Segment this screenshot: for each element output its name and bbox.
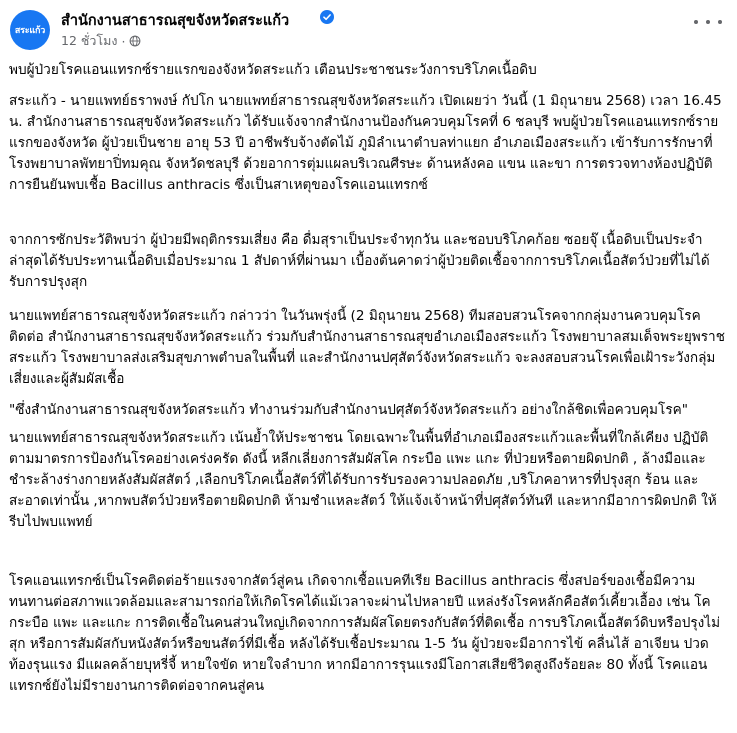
post-paragraph: นายแพทย์สาธารณสุขจังหวัดสระแก้ว เน้นย้ำให้ประชาชน โดยเฉพาะในพื้นที่อำเภอเมืองสระแก้วและพื้นที่ใกล้เคียง ปฏิบัติตามมาตรการป้องกันโรคอย่างเคร่งครัด ดังนี้ หลีกเลี่ยงการสัมผัสโค กระบือ แพะ แกะ ที่ป่วยหรือตายผิดปกติ , ล้างมือและชำระล้างร่างกายหลังสัมผัสสัตว์ ,เลือกบริโภคเนื้อสัตว์ที่ได้รับการรับรองความปลอดภัย ,บริโภคอาหารที่ปรุงสุก ร้อน และสะอาดเท่านั้น ,หากพบสัตว์ป่วยหรือตายผิดปกติ ห้ามชำแหละสัตว์ ให้แจ้งเจ้าหน้าที่ปศุสัตว์ทันที และหากมีอาการผิดปกติ ให้รีบไปพบแพทย์ — [9, 430, 717, 530]
verified-badge-icon — [320, 10, 334, 24]
post-headline: พบผู้ป่วยโรคแอนแทรกซ์รายแรกของจังหวัดสระแก้ว เตือนประชาชนระวังการบริโภคเนื้อดิบ — [9, 62, 537, 78]
post-paragraph: นายแพทย์สาธารณสุขจังหวัดสระแก้ว กล่าวว่า ในวันพรุ่งนี้ (2 มิถุนายน 2568) ทีมสอบสวนโรคจากกลุ่มงานควบคุมโรคติดต่อ สำนักงานสาธารณสุขจังหวัดสระแก้ว ร่วมกับสำนักงานสาธารณสุขอำเภอเมืองสระแก้ว โรงพยาบาลสมเด็จพระยุพราชสระแก้ว โรงพยาบาลส่งเสริมสุขภาพตำบลในพื้นที่ และสำนักงานปศุสัตว์จังหวัดสระแก้ว จะลงสอบสวนโรคเพื่อเฝ้าระวังกลุ่มเสี่ยงและผู้สัมผัสเชื้อ — [9, 308, 725, 387]
avatar[interactable] — [10, 10, 50, 50]
more-dot — [718, 20, 722, 24]
page-name[interactable]: สำนักงานสาธารณสุขจังหวัดสระแก้ว — [61, 13, 290, 29]
post-quote: "ซึ่งสำนักงานสาธารณสุขจังหวัดสระแก้ว ทำงานร่วมกับสำนักงานปศุสัตว์จังหวัดสระแก้ว อย่างใกล้ชิดเพื่อควบคุมโรค" — [9, 402, 688, 418]
post-header — [0, 0, 737, 60]
globe-icon — [129, 35, 141, 47]
avatar-logo-text: สระแก้ว — [14, 26, 46, 36]
more-options-icon[interactable] — [694, 12, 722, 32]
post-paragraph: จากการซักประวัติพบว่า ผู้ป่วยมีพฤติกรรมเสี่ยง คือ ดื่มสุราเป็นประจำทุกวัน และชอบบริโภคก้อย ซอยจุ๊ เนื้อดิบเป็นประจำ ล่าสุดได้รับประทานเนื้อดิบเมื่อประมาณ 1 สัปดาห์ที่ผ่านมา เบื้องต้นคาดว่าผู้ป่วยติดเชื้อจากการบริโภคเนื้อสัตว์ป่วยที่ไม่ได้รับการปรุงสุก — [9, 232, 710, 290]
post-timestamp[interactable]: 12 ชั่วโมง — [61, 33, 118, 48]
more-dot — [706, 20, 710, 24]
post-paragraph: โรคแอนแทรกซ์เป็นโรคติดต่อร้ายแรงจากสัตว์สู่คน เกิดจากเชื้อแบคทีเรีย Bacillus anthracis ซึ่งสปอร์ของเชื้อมีความทนทานต่อสภาพแวดล้อมและสามารถก่อให้เกิดโรคได้แม้เวลาจะผ่านไปหลายปี แหล่งรังโรคหลักคือสัตว์เคี้ยวเอื้อง เช่น โค กระบือ แพะ และแกะ การติดเชื้อในคนส่วนใหญ่เกิดจากการสัมผัสโดยตรงกับสัตว์ที่ติดเชื้อ การบริโภคเนื้อสัตว์ดิบหรือปรุงไม่สุก หรือการสัมผัสกับหนังสัตว์หรือขนสัตว์ที่มีเชื้อ หลังได้รับเชื้อประมาณ 1-5 วัน ผู้ป่วยจะมีอาการไข้ คลื่นไส้ อาเจียน ปวดท้องรุนแรง มีแผลคล้ายบุหรี่จี้ หายใจขัด หายใจลำบาก หากมีอาการรุนแรงมีโอกาสเสียชีวิตสูงถึงร้อยละ 80 ทั้งนี้ โรคแอนแทรกซ์ยังไม่มีรายงานการติดต่อจากคนสู่คน — [9, 573, 721, 694]
more-dot — [694, 20, 698, 24]
post-meta — [61, 31, 141, 51]
post-paragraph: สระแก้ว - นายแพทย์ธราพงษ์ กัปโก นายแพทย์สาธารณสุขจังหวัดสระแก้ว เปิดเผยว่า วันนี้ (1 มิถุนายน 2568) เวลา 16.45 น. สำนักงานสาธารณสุขจังหวัดสระแก้ว ได้รับแจ้งจากสำนักงานป้องกันควบคุมโรคที่ 6 ชลบุรี พบผู้ป่วยโรคแอนแทรกซ์รายแรกของจังหวัด ผู้ป่วยเป็นชาย อายุ 53 ปี อาชีพรับจ้างตัดไม้ ภูมิลำเนาตำบลท่าแยก อำเภอเมืองสระแก้ว เข้ารับการรักษาที่โรงพยาบาลพัทยาปิ่ทมคุณ จังหวัดชลบุรี ด้วยอาการตุ่มแผลบริเวณศีรษะ ด้านหลังคอ แขน และขา การตรวจทางห้องปฏิบัติการยืนยันพบเชื้อ Bacillus anthracis ซึ่งเป็นสาเหตุของโรคแอนแทรกซ์ — [9, 93, 722, 193]
meta-separator: · — [121, 33, 126, 49]
